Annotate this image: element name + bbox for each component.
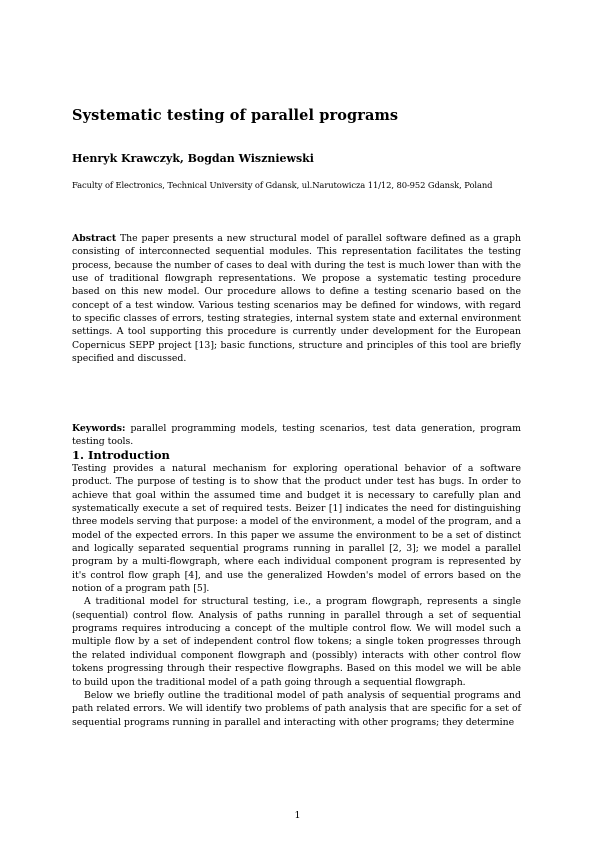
abstract-label: Abstract: [72, 233, 117, 244]
intro-paragraph: A traditional model for structural testing, i.e., a program flowgraph, represents a single (sequential) control flow. Analysis of paths running in parallel through a set of sequential programs requires introducing a concept of the multiple control flow. We will model such a multiple flow by a set of independent control flow tokens; a single token progresses through the related individual component flowgraph and (possibly) interacts with other control flow tokens progressing through their respective flowgraphs. Based on this model we will be able to build upon the traditional model of a path going through a sequential flowgraph.: [72, 596, 521, 688]
keywords-paragraph: [72, 422, 521, 449]
keywords-text: parallel programming models, testing scenarios, test data generation, program testing tools.: [72, 423, 521, 448]
intro-paragraph: Testing provides a natural mechanism for exploring operational behavior of a software product. The purpose of testing is to show that the product under test has bugs. In order to achieve that goal within the assumed time and budget it is necessary to carefully plan and systematically execute a set of required tests. Beizer [1] indicates the need for distinguishing three models serving that purpose: a model of the environment, a model of the program, and a model of the expected errors. In this paper we assume the environment to be a set of distinct and logically separated sequential programs running in parallel [2, 3]; we model a parallel program by a multi-flowgraph, where each individual component program is represented by it's control flow graph [4], and use the generalized Howden's model of errors based on the notion of a program path [5].: [72, 463, 521, 595]
abstract-paragraph: [72, 232, 521, 365]
page-number: 1: [294, 810, 301, 821]
paper-authors: Henryk Krawczyk, Bogdan Wiszniewski: [72, 152, 314, 165]
intro-paragraph: Below we briefly outline the traditional model of path analysis of sequential programs and path related errors. We will identify two problems of path analysis that are specific for a set of sequential programs running in parallel and interacting with other programs; they determine: [72, 689, 521, 728]
keywords-label: Keywords:: [72, 423, 126, 434]
introduction-body: [72, 462, 521, 729]
abstract-text: The paper presents a new structural model of parallel software defined as a graph consisting of interconnected sequential modules. This representation facilitates the testing process, because the number of cases to deal with during the test is much lower than with the use of traditional flowgraph representations. We propose a systematic testing procedure based on this new model. Our procedure allows to define a testing scenario based on the concept of a test window. Various testing scenarios may be defined for windows, with regard to specific classes of errors, testing strategies, internal system state and external environment settings. A tool supporting this procedure is currently under development for the European Copernicus SEPP project [13]; basic functions, structure and principles of this tool are briefly specified and discussed.: [72, 233, 521, 365]
abstract-block: [72, 232, 521, 365]
author-affiliation: Faculty of Electronics, Technical University of Gdansk, ul.Narutowicza 11/12, 80-952 Gdansk, Poland: [72, 180, 493, 190]
paper-title: Systematic testing of parallel programs: [72, 107, 399, 124]
keywords-block: [72, 422, 521, 449]
section-heading-introduction: 1. Introduction: [72, 448, 170, 462]
